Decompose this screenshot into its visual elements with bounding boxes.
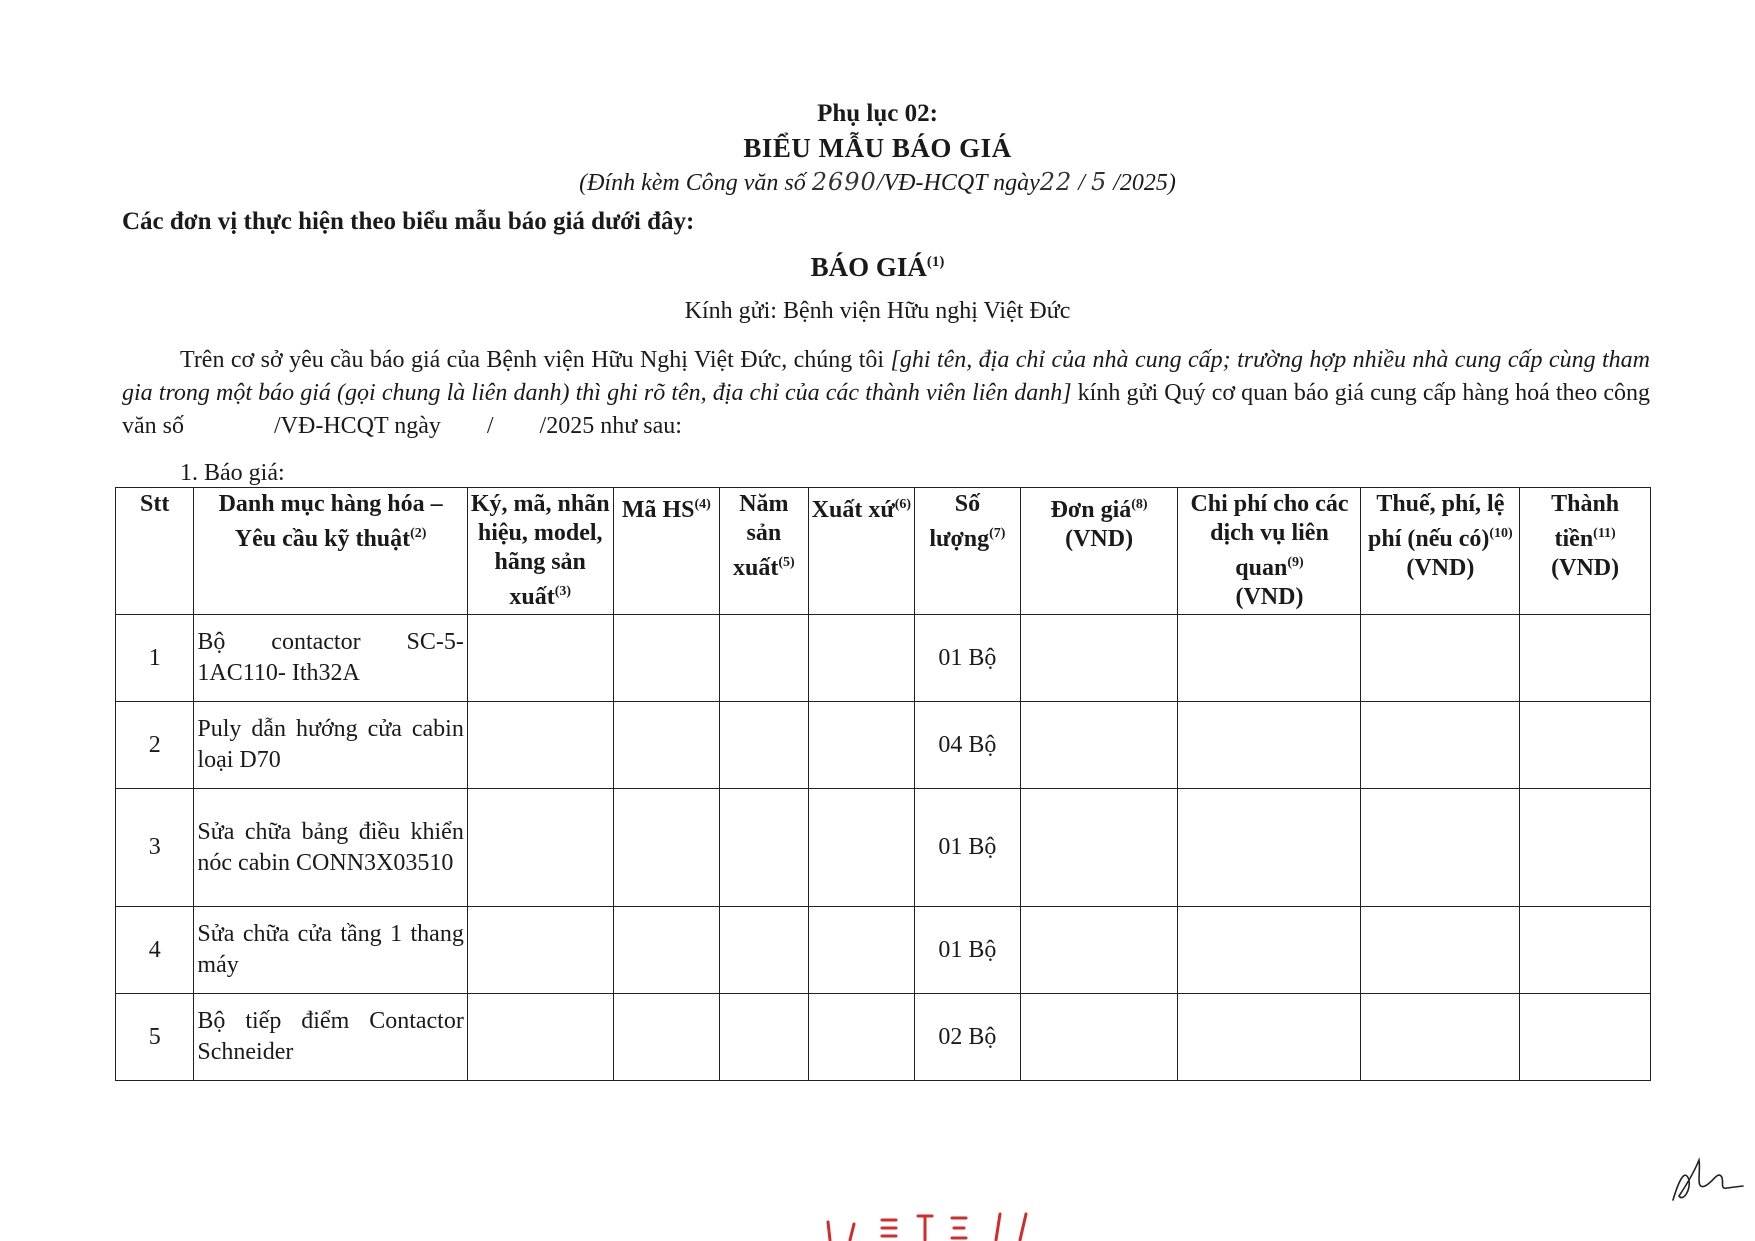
instruction-text: Các đơn vị thực hiện theo biểu mẫu báo giá dưới đây: — [122, 208, 695, 235]
row-total — [1520, 907, 1651, 994]
row-quantity: 01 Bộ — [915, 907, 1021, 994]
section-label: 1. Báo giá: — [180, 460, 285, 486]
intro-part1: Trên cơ sở yêu cầu báo giá của Bệnh viện Hữu Nghị Việt Đức, chúng tôi — [180, 347, 891, 373]
row-total — [1520, 702, 1651, 789]
header-total: Thành tiền$^{(11)}$ (VND) — [1520, 488, 1651, 615]
attach-prefix: (Đính kèm Công văn số — [579, 170, 806, 196]
row-unit-price — [1020, 907, 1178, 994]
row-item: Puly dẫn hướng cửa cabin loại D70 — [194, 702, 467, 789]
header-hs-code: Mã HS$^{(4)}$ — [613, 488, 720, 615]
header-tax-fee: Thuế, phí, lệ phí (nếu có)$^{(10)}$ (VND) — [1361, 488, 1520, 615]
row-year — [720, 789, 808, 907]
row-origin — [808, 994, 915, 1081]
row-stt: 3 — [116, 789, 194, 907]
row-total — [1520, 994, 1651, 1081]
table-row — [116, 615, 1651, 702]
table-row — [116, 994, 1651, 1081]
row-stt: 2 — [116, 702, 194, 789]
row-tax-fee — [1361, 994, 1520, 1081]
header-service-cost: Chi phí cho các dịch vụ liên quan$^{(9)}$ (VND) — [1178, 488, 1361, 615]
row-hs-code — [613, 907, 720, 994]
intro-paragraph — [122, 344, 1650, 443]
intro-part4: / — [486, 413, 494, 439]
row-origin — [808, 907, 915, 994]
header-quantity: Số lượng$^{(7)}$ — [915, 488, 1021, 615]
row-brand-model — [467, 907, 613, 994]
header-item: Danh mục hàng hóa – Yêu cầu kỹ thuật$^{(2)}$ — [194, 488, 467, 615]
row-year — [720, 615, 808, 702]
signature-mark — [1665, 1150, 1745, 1210]
stamp-fragment — [820, 1208, 1050, 1241]
row-tax-fee — [1361, 789, 1520, 907]
row-unit-price — [1020, 615, 1178, 702]
quote-heading-footnote: (1) — [926, 254, 945, 270]
form-title: BIỂU MẪU BÁO GIÁ — [743, 133, 1012, 163]
row-origin — [808, 789, 915, 907]
row-service-cost — [1178, 702, 1361, 789]
row-origin — [808, 702, 915, 789]
header-brand-model: Ký, mã, nhãn hiệu, model, hãng sản xuất$^{(3)}$ — [467, 488, 613, 615]
row-origin — [808, 615, 915, 702]
table-row — [116, 702, 1651, 789]
attach-mid: /VĐ-HCQT ngày — [876, 170, 1040, 196]
row-year — [720, 907, 808, 994]
row-service-cost — [1178, 615, 1361, 702]
row-unit-price — [1020, 789, 1178, 907]
row-brand-model — [467, 615, 613, 702]
intro-part5: /2025 như sau: — [539, 413, 682, 439]
row-hs-code — [613, 789, 720, 907]
handwritten-doc-number: 2690 — [811, 168, 877, 196]
row-item: Sửa chữa bảng điều khiển nóc cabin CONN3X03510 — [194, 789, 467, 907]
header-origin: Xuất xứ$^{(6)}$ — [808, 488, 915, 615]
row-total — [1520, 789, 1651, 907]
row-hs-code — [613, 994, 720, 1081]
row-hs-code — [613, 702, 720, 789]
row-year — [720, 702, 808, 789]
quote-heading-text: BÁO GIÁ — [810, 252, 927, 282]
row-hs-code — [613, 615, 720, 702]
row-unit-price — [1020, 994, 1178, 1081]
row-service-cost — [1178, 907, 1361, 994]
row-brand-model — [467, 702, 613, 789]
row-quantity: 02 Bộ — [915, 994, 1021, 1081]
row-quantity: 04 Bộ — [915, 702, 1021, 789]
attach-suffix: /2025) — [1113, 170, 1176, 196]
row-tax-fee — [1361, 702, 1520, 789]
table-header-row — [116, 488, 1651, 615]
row-stt: 5 — [116, 994, 194, 1081]
annex-title: Phụ lục 02: — [817, 100, 938, 127]
handwritten-day: 22 — [1039, 168, 1073, 196]
header-stt: Stt — [116, 488, 194, 615]
handwritten-month: 5 — [1090, 168, 1108, 196]
row-item: Bộ tiếp điểm Contactor Schneider — [194, 994, 467, 1081]
addressee: Kính gửi: Bệnh viện Hữu nghị Việt Đức — [684, 298, 1071, 324]
row-service-cost — [1178, 789, 1361, 907]
intro-italic: [ghi tên, địa chỉ của nhà cung cấp; trường hợp nhiều nhà cung cấp cùng tham gia trong một báo giá (gọi chung là liên danh) thì ghi rõ tên, địa chỉ của các thành viên liên danh] — [122, 347, 1650, 406]
row-quantity: 01 Bộ — [915, 615, 1021, 702]
table-row — [116, 789, 1651, 907]
quote-heading — [0, 252, 1755, 283]
row-quantity: 01 Bộ — [915, 789, 1021, 907]
row-total — [1520, 615, 1651, 702]
row-stt: 4 — [116, 907, 194, 994]
row-brand-model — [467, 789, 613, 907]
attachment-reference: (Đính kèm Công văn số 2690/VĐ-HCQT ngày22 / 5 /2025) — [579, 168, 1176, 196]
header-unit-price: Đơn giá$^{(8)}$ (VND) — [1020, 488, 1178, 615]
row-year — [720, 994, 808, 1081]
intro-part2: kính gửi Quý cơ quan báo giá cung cấp hàng hoá theo công văn số — [122, 380, 1650, 439]
intro-part3: /VĐ-HCQT ngày — [274, 413, 441, 439]
table-row — [116, 907, 1651, 994]
row-service-cost — [1178, 994, 1361, 1081]
row-item: Sửa chữa cửa tầng 1 thang máy — [194, 907, 467, 994]
row-item: Bộ contactor SC-5-1AC110- Ith32A — [194, 615, 467, 702]
header-year: Năm sản xuất$^{(5)}$ — [720, 488, 808, 615]
row-stt: 1 — [116, 615, 194, 702]
row-tax-fee — [1361, 907, 1520, 994]
row-unit-price — [1020, 702, 1178, 789]
quote-table — [115, 487, 1651, 1081]
row-tax-fee — [1361, 615, 1520, 702]
row-brand-model — [467, 994, 613, 1081]
